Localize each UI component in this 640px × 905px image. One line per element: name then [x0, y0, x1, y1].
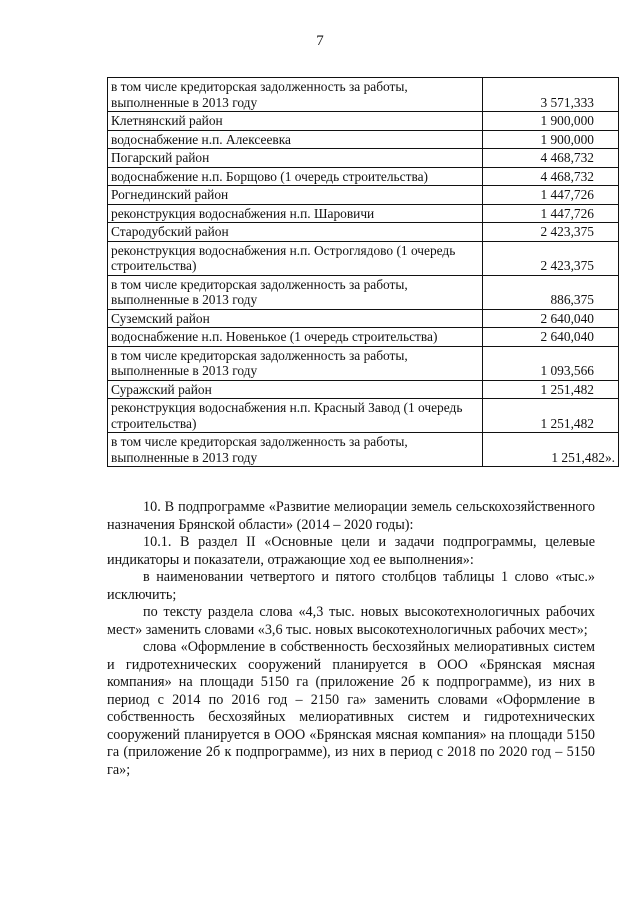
- row-description: водоснабжение н.п. Новенькое (1 очередь строительства): [108, 328, 483, 347]
- row-description: водоснабжение н.п. Алексеевка: [108, 130, 483, 149]
- row-amount: 1 093,566: [483, 346, 619, 380]
- row-amount: 3 571,333: [483, 78, 619, 112]
- row-description: в том числе кредиторская задолженность за работы, выполненные в 2013 году: [108, 275, 483, 309]
- row-description: в том числе кредиторская задолженность за работы, выполненные в 2013 году: [108, 346, 483, 380]
- paragraph-subprogram-10: 10. В подпрограмме «Развитие мелиорации земель сельскохозяйственного назначения Брянской области» (2014 – 2020 годы):: [107, 499, 595, 533]
- row-description: реконструкция водоснабжения н.п. Шаровичи: [108, 204, 483, 223]
- funding-table-body: [108, 78, 619, 467]
- row-amount: 1 251,482».: [483, 433, 619, 467]
- table-row: [108, 433, 619, 467]
- row-amount: 2 640,040: [483, 309, 619, 328]
- row-amount: 4 468,732: [483, 167, 619, 186]
- table-row: [108, 309, 619, 328]
- table-row: [108, 186, 619, 205]
- row-amount: 1 900,000: [483, 130, 619, 149]
- row-description: Клетнянский район: [108, 112, 483, 131]
- row-description: реконструкция водоснабжения н.п. Красный Завод (1 очередь строительства): [108, 399, 483, 433]
- row-description: в том числе кредиторская задолженность за работы, выполненные в 2013 году: [108, 78, 483, 112]
- paragraph-table-columns: в наименовании четвертого и пятого столбцов таблицы 1 слово «тыс.» исключить;: [107, 569, 595, 603]
- row-amount: 1 447,726: [483, 186, 619, 205]
- row-amount: 1 900,000: [483, 112, 619, 131]
- row-description: в том числе кредиторская задолженность за работы, выполненные в 2013 году: [108, 433, 483, 467]
- amendment-text: [107, 499, 595, 779]
- table-row: [108, 204, 619, 223]
- table-row: [108, 112, 619, 131]
- table-row: [108, 167, 619, 186]
- table-row: [108, 149, 619, 168]
- row-description: Рогнединский район: [108, 186, 483, 205]
- row-amount: 4 468,732: [483, 149, 619, 168]
- table-row: [108, 275, 619, 309]
- paragraph-land-registration: слова «Оформление в собственность бесхозяйных мелиоративных систем и гидротехнических сооружений планируется в ООО «Брянская мясная компания» на площади 5150 га (приложение 2б к подпрограмме), из них в период с 2014 по 2016 год – 2150 га» заменить словами «Оформление в собственность бесхозяйных мелиоративных систем и гидротехнических сооружений планируется в ООО «Брянская мясная компания» на площади 5150 га (приложение 2б к подпрограмме), из них в период с 2018 по 2020 год – 5150 га»;: [107, 639, 595, 778]
- row-amount: 1 251,482: [483, 399, 619, 433]
- page-number: 7: [316, 33, 324, 49]
- table-row: [108, 328, 619, 347]
- row-description: Суземский район: [108, 309, 483, 328]
- paragraph-jobs-replacement: по тексту раздела слова «4,3 тыс. новых высокотехнологичных рабочих мест» заменить словами «3,6 тыс. новых высокотехнологичных рабочих мест»;: [107, 604, 595, 638]
- table-row: [108, 380, 619, 399]
- table-row: [108, 130, 619, 149]
- row-description: Стародубский район: [108, 223, 483, 242]
- table-row: [108, 241, 619, 275]
- row-amount: 1 251,482: [483, 380, 619, 399]
- row-description: Суражский район: [108, 380, 483, 399]
- row-amount: 2 423,375: [483, 223, 619, 242]
- table-row: [108, 223, 619, 242]
- funding-table: [107, 77, 619, 467]
- row-amount: 1 447,726: [483, 204, 619, 223]
- table-row: [108, 78, 619, 112]
- row-amount: 2 423,375: [483, 241, 619, 275]
- paragraph-section-10-1: 10.1. В раздел II «Основные цели и задачи подпрограммы, целевые индикаторы и показатели, отражающие ход ее выполнения»:: [107, 534, 595, 568]
- table-row: [108, 399, 619, 433]
- row-description: Погарский район: [108, 149, 483, 168]
- table-row: [108, 346, 619, 380]
- row-amount: 2 640,040: [483, 328, 619, 347]
- row-amount: 886,375: [483, 275, 619, 309]
- row-description: реконструкция водоснабжения н.п. Остроглядово (1 очередь строительства): [108, 241, 483, 275]
- row-description: водоснабжение н.п. Борщово (1 очередь строительства): [108, 167, 483, 186]
